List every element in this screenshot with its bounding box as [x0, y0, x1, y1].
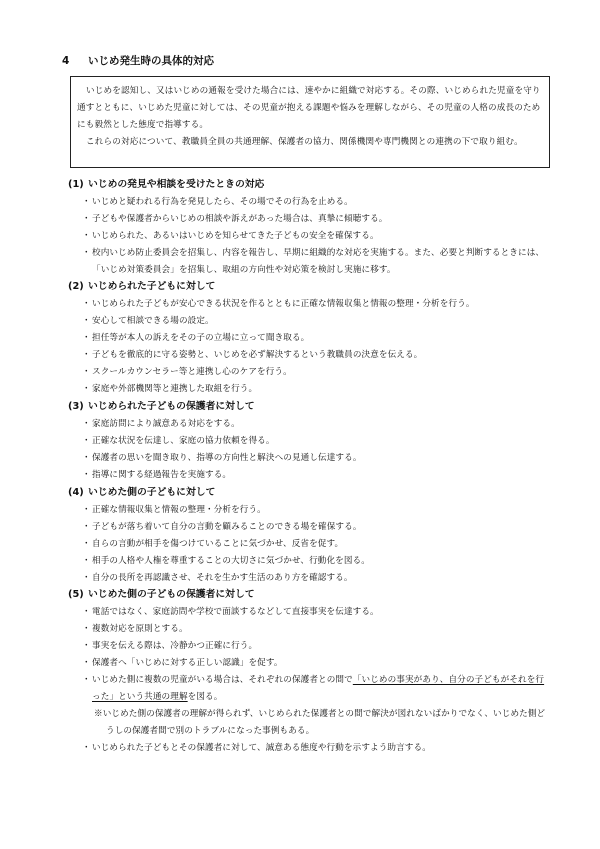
- section-title: いじめられた子どもに対して: [88, 281, 216, 292]
- list-item: [82, 621, 548, 638]
- item-text: 担任等が本人の訴えをその子の立場に立って聞き取る。: [92, 333, 310, 343]
- bullet: ・: [82, 675, 91, 685]
- list-item: [82, 330, 548, 347]
- section-number: (2): [68, 281, 84, 292]
- list-item: [82, 672, 548, 706]
- bullet: ・: [82, 333, 91, 343]
- item-text: 子どもを徹底的に守る姿勢と、いじめを必ず解決するという教職員の決意を伝える。: [92, 350, 423, 360]
- list-item: [82, 536, 548, 553]
- bullet: ・: [82, 470, 91, 480]
- item-text: 相手の人格や人権を尊重することの大切さに気づかせ、行動化を図る。: [92, 556, 370, 566]
- item-text: いじめと疑われる行為を発見したら、その場でその行為を止める。: [92, 197, 353, 207]
- intro-box: [70, 76, 550, 168]
- list-item: [82, 433, 548, 450]
- section-heading: [68, 280, 548, 296]
- bullet: ・: [82, 350, 91, 360]
- bullet: ・: [82, 214, 91, 224]
- bullet: ・: [82, 658, 91, 668]
- section-5: [68, 588, 548, 757]
- list-item: [82, 416, 548, 433]
- intro-paragraph-2: これらの対応について、教職員全員の共通理解、保護者の協力、関係機関や専門機関との連携の下で取り組む。: [86, 137, 523, 147]
- list-item: [82, 450, 548, 467]
- bullet: ・: [82, 436, 91, 446]
- list-item: [82, 740, 548, 757]
- list-item: [82, 655, 548, 672]
- bullet: ・: [82, 522, 91, 532]
- list-item: [82, 570, 548, 587]
- item-text: 子どもが落ち着いて自分の言動を顧みることのできる場を確保する。: [92, 522, 362, 532]
- list-item: [82, 364, 548, 381]
- section-2: [68, 280, 548, 398]
- list-item: [82, 553, 548, 570]
- item-text: いじめられた子どもが安心できる状況を作るとともに正確な情報収集と情報の整理・分析を行う。: [92, 299, 475, 309]
- list-item: [82, 194, 548, 211]
- item-text: 安心して相談できる場の設定。: [92, 316, 214, 326]
- section-number: (5): [68, 589, 84, 600]
- bullet: ・: [82, 248, 91, 258]
- item-text: 複数対応を原則とする。: [92, 624, 188, 634]
- item-text: 正確な状況を伝達し、家庭の協力依頼を得る。: [92, 436, 275, 446]
- bullet: ・: [82, 539, 91, 549]
- item-list: [68, 416, 548, 484]
- bullet: ・: [82, 607, 91, 617]
- section-heading: [68, 178, 548, 194]
- section-heading: [68, 400, 548, 416]
- bullet: ・: [82, 624, 91, 634]
- item-text: 子どもや保護者からいじめの相談や訴えがあった場合は、真摯に傾聴する。: [92, 214, 388, 224]
- item-list: [68, 604, 548, 757]
- item-list: [68, 296, 548, 398]
- item-text: 電話ではなく、家庭訪問や学校で面談するなどして直接事実を伝達する。: [92, 607, 379, 617]
- section-3: [68, 400, 548, 484]
- underlined-common-understanding: 「いじめの事実があり、自分の子どもがそれを行った」という共通の理解: [92, 675, 545, 702]
- bullet: ・: [82, 453, 91, 463]
- list-item: [82, 211, 548, 228]
- item-text: 事実を伝える際は、冷静かつ正確に行う。: [92, 641, 258, 651]
- bullet: ・: [82, 231, 91, 241]
- bullet: ・: [82, 197, 91, 207]
- main-heading: [62, 54, 542, 68]
- list-item: [82, 519, 548, 536]
- item-text: いじめられた、あるいはいじめを知らせてきた子どもの安全を確保する。: [92, 231, 379, 241]
- item-text: 家庭や外部機関等と連携した取組を行う。: [92, 384, 258, 394]
- main-heading-number: 4: [62, 55, 70, 67]
- item-text: 保護者へ「いじめに対する正しい認識」を促す。: [92, 658, 283, 668]
- bullet: ・: [82, 641, 91, 651]
- item-text: 家庭訪問により誠意ある対応をする。: [92, 419, 240, 429]
- item-text: スクールカウンセラー等と連携し心のケアを行う。: [92, 367, 292, 377]
- bullet: ・: [82, 384, 91, 394]
- list-item: [82, 228, 548, 245]
- section-number: (4): [68, 487, 84, 498]
- main-heading-title: いじめ発生時の具体的対応: [88, 55, 214, 67]
- section-title: いじめの発見や相談を受けたときの対応: [88, 179, 265, 190]
- intro-paragraph-1: いじめを認知し、又はいじめの通報を受けた場合には、速やかに組織で対応する。その際、いじめられた児童を守り通すとともに、いじめた児童に対しては、その児童が抱える課題や悩みを理解しながら、その児童の人格の成長のためにも毅然とした態度で指導する。: [77, 86, 541, 130]
- item-list: [68, 502, 548, 587]
- list-item: [82, 604, 548, 621]
- bullet: ・: [82, 505, 91, 515]
- bullet: ・: [82, 316, 91, 326]
- note-item: [82, 706, 548, 740]
- list-item: [82, 296, 548, 313]
- item-text: 自分の長所を再認識させ、それを生かす生活のあり方を確認する。: [92, 573, 353, 583]
- item-text-after: を図る。: [187, 692, 223, 702]
- list-item: [82, 313, 548, 330]
- item-text: 指導に関する経過報告を実施する。: [92, 470, 232, 480]
- item-text-before: いじめた側に複数の児童がいる場合は、それぞれの保護者との間で: [92, 675, 353, 685]
- item-text: 保護者の思いを聞き取り、指導の方向性と解決への見通し伝達する。: [92, 453, 362, 463]
- item-text: 校内いじめ防止委員会を招集し、内容を報告し、早期に組織的な対応を実施する。また、必要と判断するときには、「いじめ対策委員会」を招集し、取組の方向性や対応策を検討し実施に移す。: [92, 248, 545, 275]
- section-heading: [68, 486, 548, 502]
- section-title: いじめた側の子どもに対して: [88, 487, 216, 498]
- list-item: [82, 347, 548, 364]
- bullet: ・: [82, 299, 91, 309]
- list-item: [82, 502, 548, 519]
- bullet: ・: [82, 419, 91, 429]
- list-item: [82, 638, 548, 655]
- list-item: [82, 381, 548, 398]
- section-number: (1): [68, 179, 84, 190]
- bullet: ・: [82, 743, 91, 753]
- item-text: 自らの言動が相手を傷つけていることに気づかせ、反省を促す。: [92, 539, 344, 549]
- list-item: [82, 245, 548, 279]
- list-item: [82, 467, 548, 484]
- section-title: いじめた側の子どもの保護者に対して: [88, 589, 255, 600]
- item-text: 正確な情報収集と情報の整理・分析を行う。: [92, 505, 266, 515]
- item-text: いじめられた子どもとその保護者に対して、誠意ある態度や行動を示すよう助言する。: [92, 743, 431, 753]
- section-number: (3): [68, 401, 84, 412]
- section-title: いじめられた子どもの保護者に対して: [88, 401, 255, 412]
- bullet: ・: [82, 573, 91, 583]
- note-text: ※いじめた側の保護者の理解が得られず、いじめられた保護者との間で解決が図れないばかりでなく、いじめた側どうしの保護者間で別のトラブルになった事例もある。: [94, 709, 546, 736]
- bullet: ・: [82, 556, 91, 566]
- item-list: [68, 194, 548, 279]
- section-1: [68, 178, 548, 279]
- section-heading: [68, 588, 548, 604]
- bullet: ・: [82, 367, 91, 377]
- section-4: [68, 486, 548, 587]
